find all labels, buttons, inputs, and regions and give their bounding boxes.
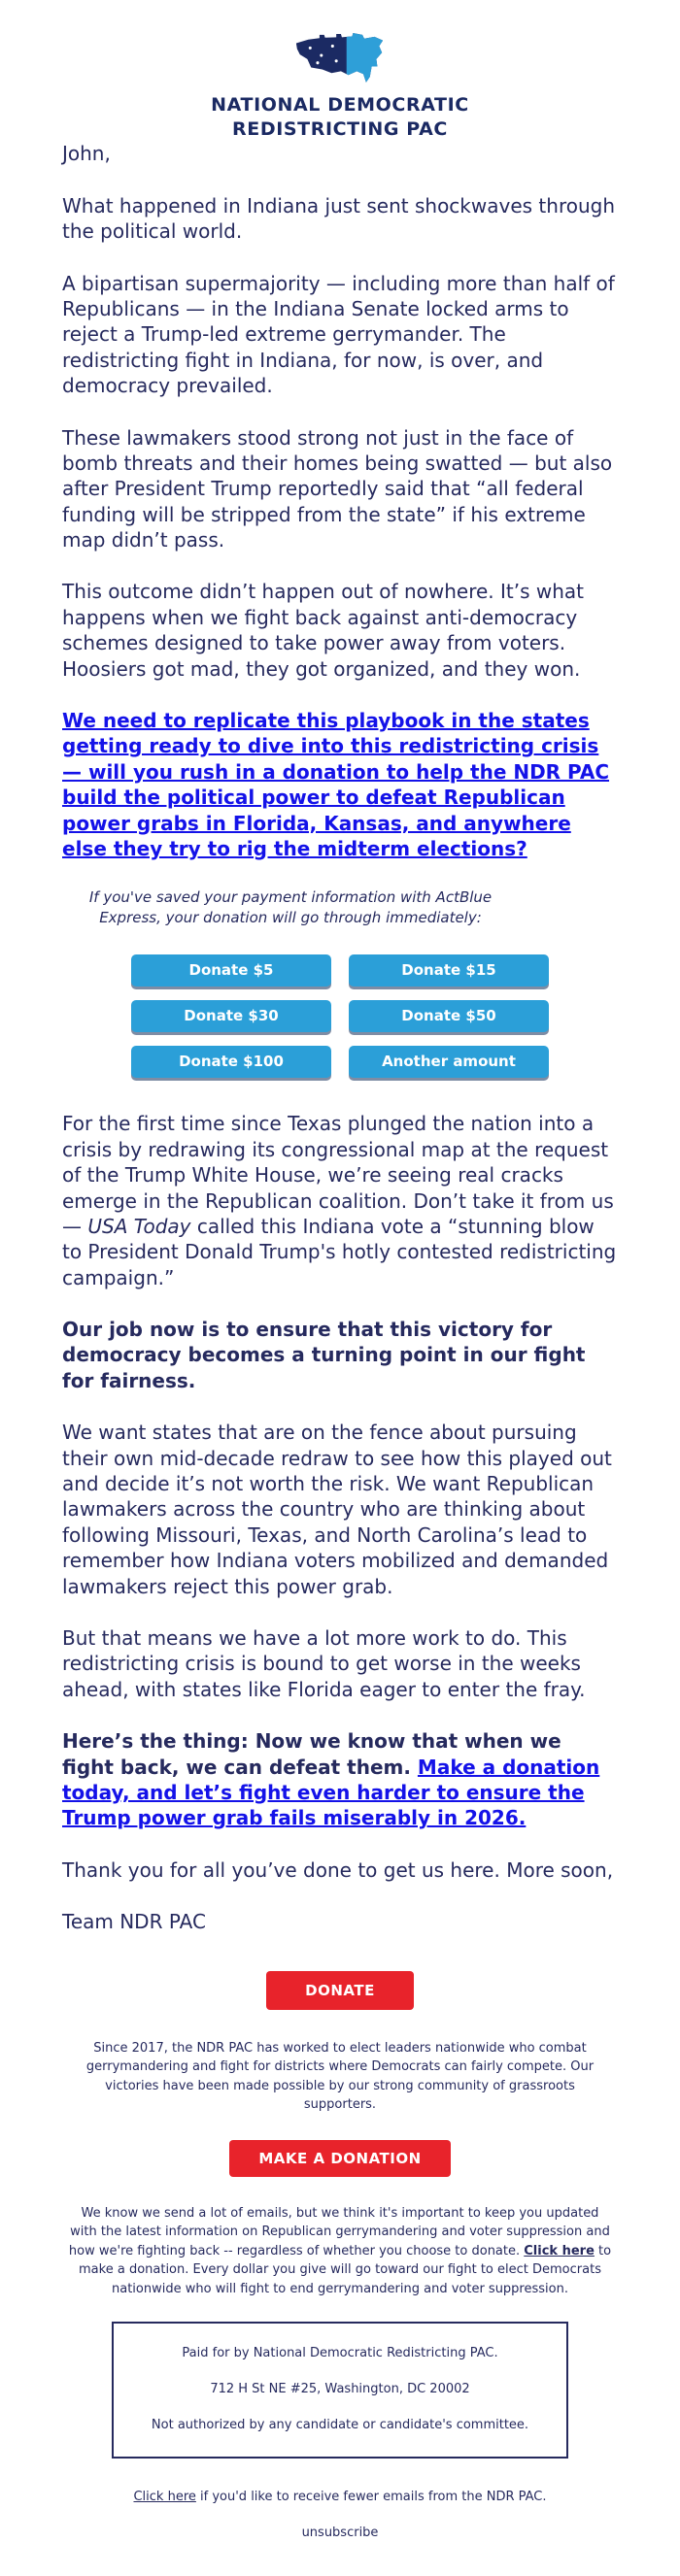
donation-cta-link[interactable]: We need to replicate this playbook in the states getting ready to dive into this redistricting crisis — will you rush in a donation to help the NDR PAC build the political power to defeat Republican power grabs in Florida, Kansas, and anywhere else they try to rig the midterm elections?	[62, 709, 610, 860]
usa-today-before: For the first time since Texas plunged the nation into a crisis by redrawing its congressional map at the request of the Trump White House, we’re seeing real cracks emerge in the Republican coalition. Don’t take it from us —	[62, 1112, 614, 1238]
paragraph-lawmakers: These lawmakers stood strong not just in the face of bomb threats and their homes being swatted — but also after President Trump reportedly said that “all federal funding will be stripped from the state” if his extreme map didn’t pass.	[62, 425, 613, 552]
heres-the-thing-text: Here’s the thing: Now we know that when we fight back, we can defeat them.	[62, 1729, 561, 1779]
signoff: Team NDR PAC	[62, 1910, 206, 1934]
donation-amount-grid	[131, 954, 549, 1078]
donate-button[interactable]: DONATE	[266, 1971, 414, 2010]
org-name-line2: REDISTRICTING PAC	[232, 117, 448, 140]
donate-30-button[interactable]: Donate $30	[131, 1000, 331, 1032]
greeting: John,	[62, 142, 111, 166]
donate-50-button[interactable]: Donate $50	[349, 1000, 549, 1032]
donate-15-button[interactable]: Donate $15	[349, 954, 549, 987]
fewer-emails-link[interactable]: Click here	[133, 2489, 196, 2504]
make-a-donation-button[interactable]: MAKE A DONATION	[229, 2140, 450, 2177]
org-name-line1: NATIONAL DEMOCRATIC	[211, 94, 469, 116]
fewer-emails-line	[68, 2488, 612, 2507]
email-frequency-after: to make a donation. Every dollar you give will go toward our fight to elect Democrats nationwide who will fight to end gerrymandering and voter suppression.	[79, 2243, 612, 2296]
paragraph-states: We want states that are on the fence about pursuing their own mid-decade redraw to see how this played out and decide it’s not worth the risk. We want Republican lawmakers across the country who are thinking about following Missouri, Texas, and North Carolina’s lead to remember how Indiana voters mobilized and demanded lawmakers reject this power grab.	[62, 1421, 612, 1598]
another-amount-button[interactable]: Another amount	[349, 1046, 549, 1078]
email-header	[0, 0, 680, 141]
fewer-emails-after: if you'd like to receive fewer emails from the NDR PAC.	[195, 2489, 547, 2504]
paragraph-cta	[62, 708, 618, 861]
paragraph-thank-you: Thank you for all you’ve done to get us here. More soon,	[62, 1857, 614, 1882]
donate-button-row	[0, 1961, 680, 2039]
email-frequency-disclaimer	[68, 2204, 612, 2299]
unsubscribe-line	[68, 2524, 612, 2543]
address-line: 712 H St NE #25, Washington, DC 20002	[210, 2381, 470, 2396]
paid-for-box	[112, 2322, 568, 2459]
paragraph-shockwaves: What happened in Indiana just sent shockwaves through the political world.	[62, 193, 616, 244]
org-name	[0, 93, 680, 141]
paragraph-outcome: This outcome didn’t happen out of nowhere. It’s what happens when we fight back against anti-democracy schemes designed to take power away from voters. Hoosiers got mad, they got organized, and they won.	[62, 580, 585, 681]
paragraph-usa-today	[62, 1111, 618, 1290]
paragraph-supermajority: A bipartisan supermajority — including more than half of Republicans — in the Indiana Senate locked arms to reject a Trump-led extreme gerrymander. The redistricting fight in Indiana, for now, is over, and democracy prevailed.	[62, 271, 615, 398]
us-map-icon	[293, 27, 387, 85]
donate-100-button[interactable]: Donate $100	[131, 1046, 331, 1078]
make-donation-today-link[interactable]: Make a donation today, and let’s fight even harder to ensure the Trump power grab fails miserably in 2026.	[62, 1755, 600, 1830]
paragraph-more-work: But that means we have a lot more work to do. This redistricting crisis is bound to get worse in the weeks ahead, with states like Florida eager to enter the fray.	[62, 1626, 586, 1701]
paragraph-our-job: Our job now is to ensure that this victory for democracy becomes a turning point in our fight for fairness.	[62, 1318, 586, 1392]
actblue-express-note: If you've saved your payment information with ActBlue Express, your donation will go through immediately:	[88, 888, 493, 927]
donation-module	[62, 887, 618, 1078]
usa-today-citation: USA Today	[87, 1214, 191, 1238]
usa-today-after: called this Indiana vote a “stunning blow to President Donald Trump's hotly contested redistricting campaign.”	[62, 1214, 617, 1289]
email-content	[0, 141, 680, 1934]
since-2017-disclaimer: Since 2017, the NDR PAC has worked to elect leaders nationwide who combat gerrymandering and fight for districts where Democrats can fairly compete. Our victories have been made possible by our strong community of grassroots supporters.	[85, 2040, 595, 2113]
click-here-donate-link[interactable]: Click here	[524, 2243, 595, 2258]
paid-for-line: Paid for by National Democratic Redistricting PAC.	[182, 2346, 498, 2361]
not-authorized-line: Not authorized by any candidate or candidate's committee.	[151, 2417, 529, 2432]
email-frequency-before: We know we send a lot of emails, but we think it's important to keep you updated with the latest information on Republican gerrymandering and voter suppression and how we're fighting back -- regardless of whether you choose to donate.	[68, 2205, 610, 2258]
make-donation-button-row	[0, 2138, 680, 2204]
paragraph-heres-the-thing	[62, 1728, 618, 1831]
donate-5-button[interactable]: Donate $5	[131, 954, 331, 987]
unsubscribe-link[interactable]: unsubscribe	[301, 2526, 379, 2541]
ndr-pac-logo	[0, 27, 680, 85]
